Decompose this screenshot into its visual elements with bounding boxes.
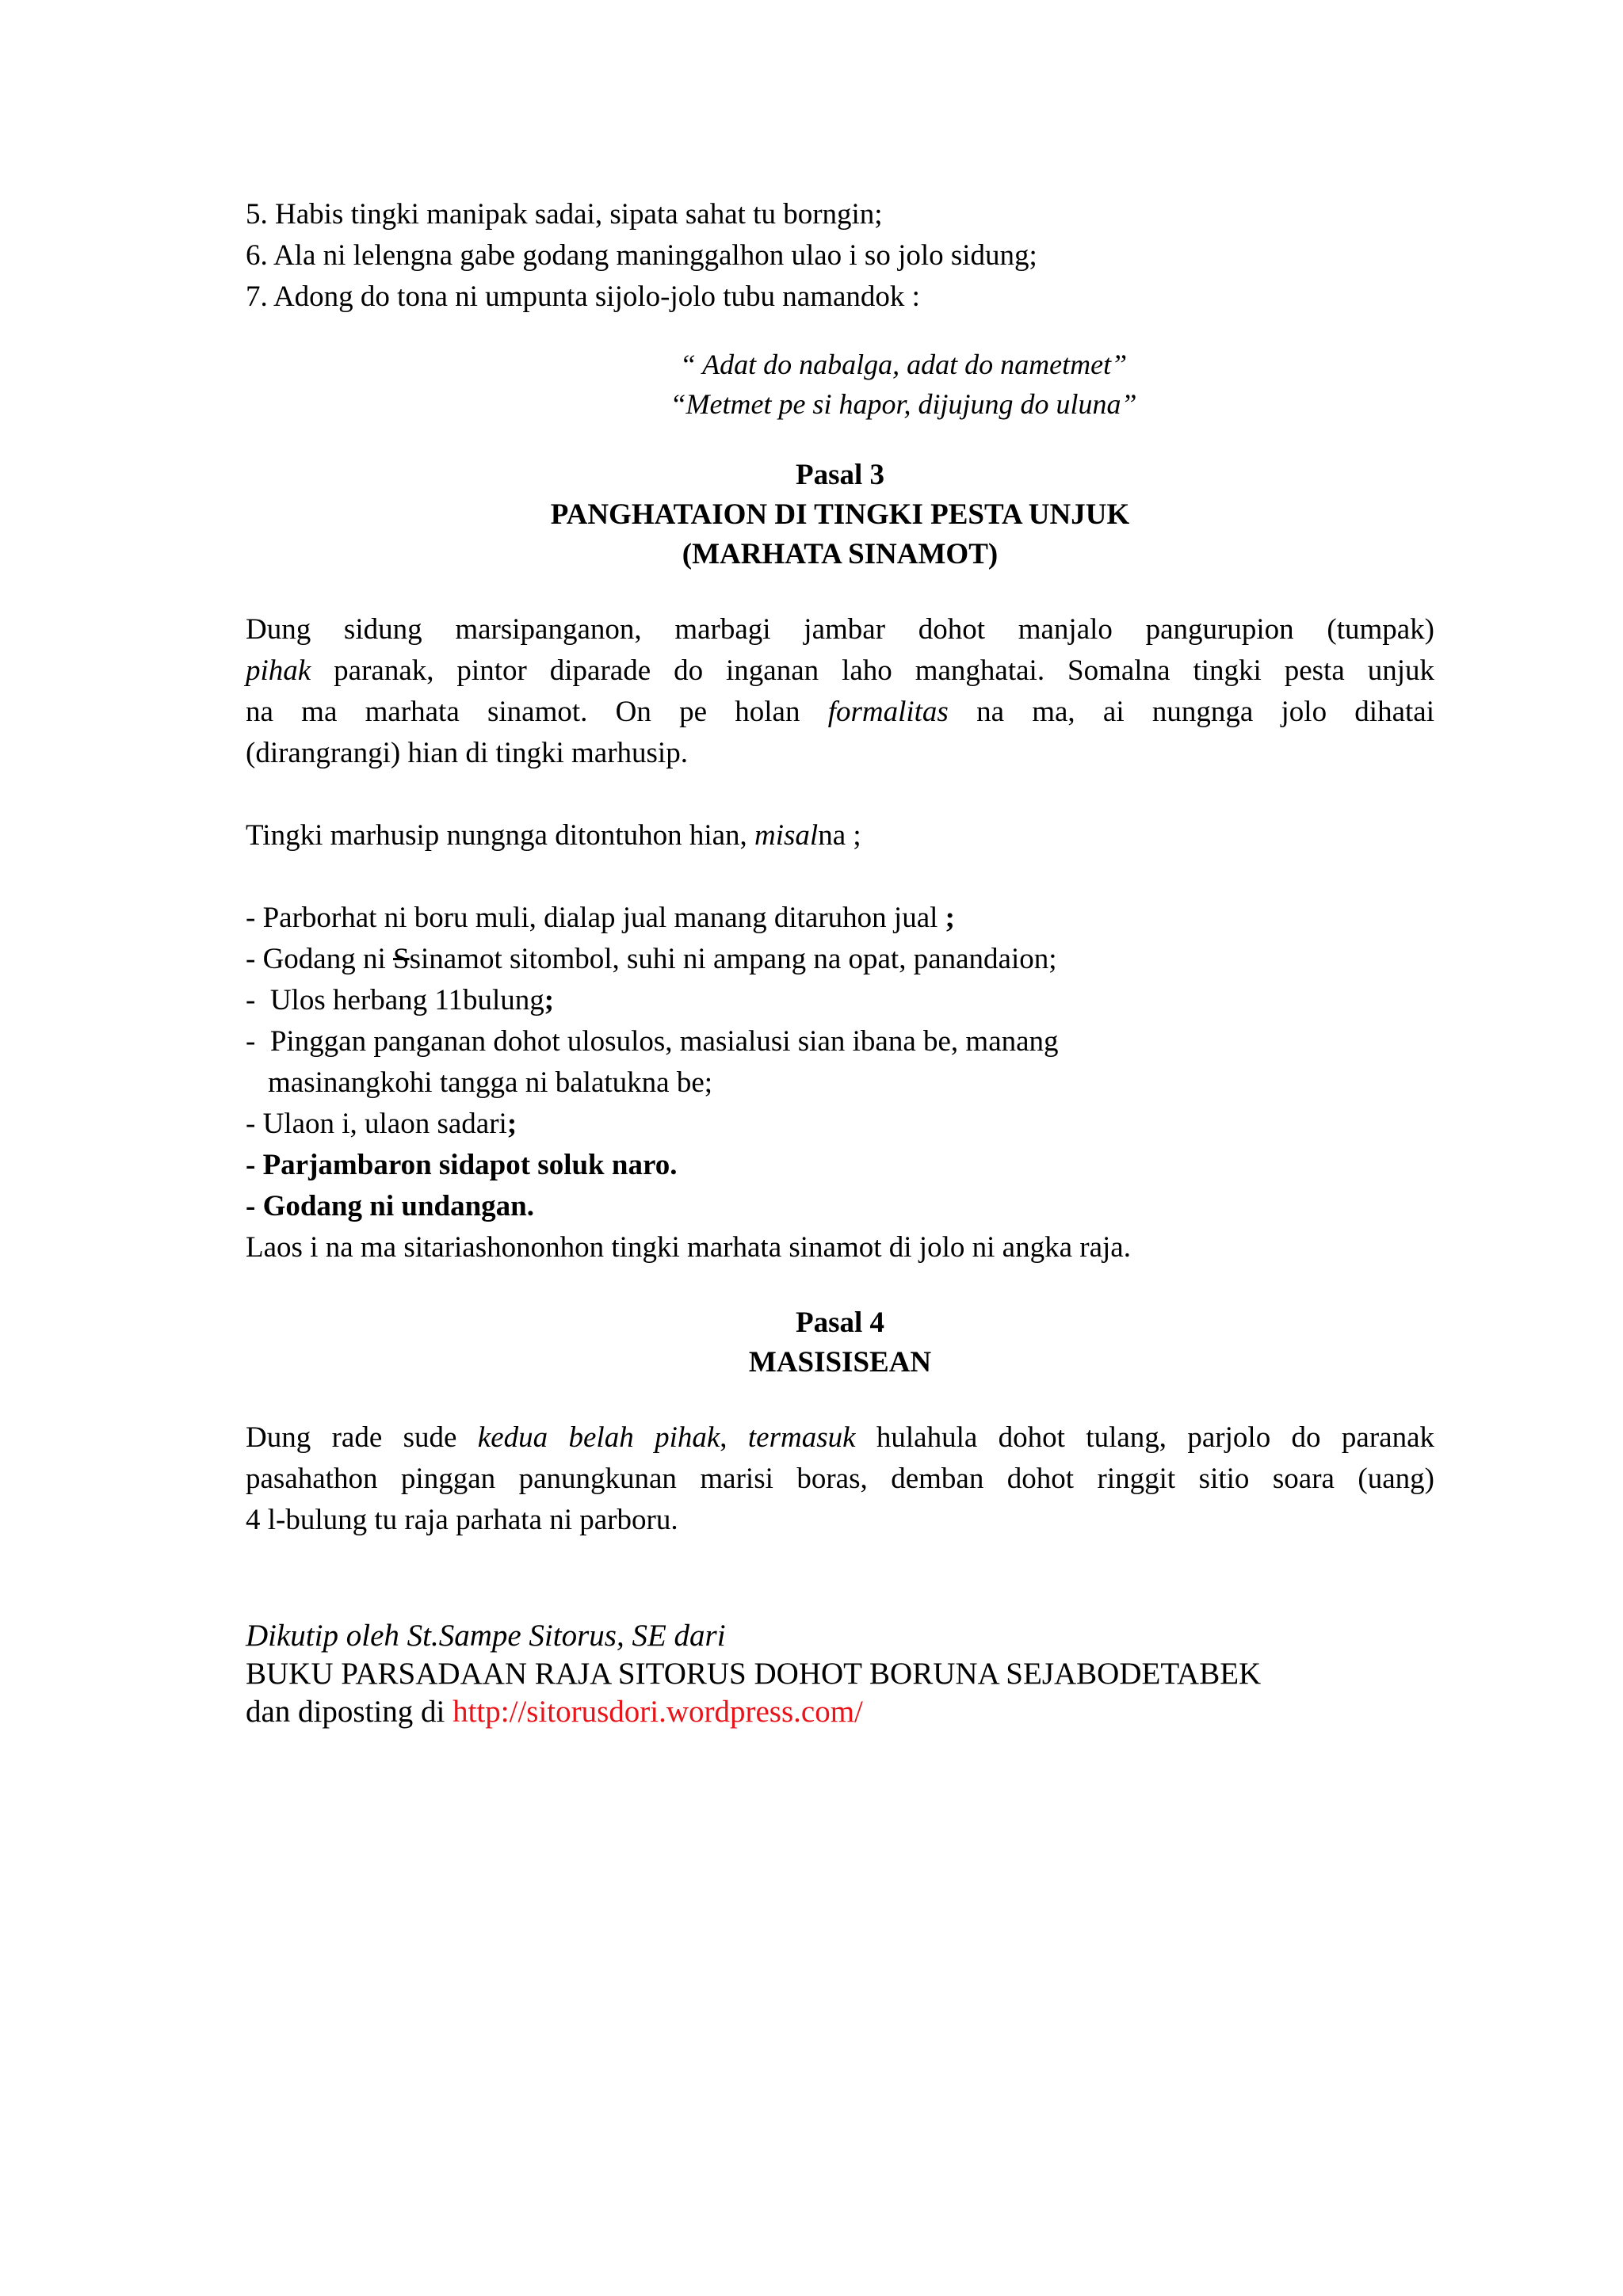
list-item-text: sinamot sitombol, suhi ni ampang na opat, panandaion; xyxy=(409,943,1057,975)
section-heading-pasal-3 xyxy=(246,456,1434,574)
list-item: 5. Habis tingki manipak sadai, sipata sahat tu borngin; xyxy=(246,198,883,231)
paragraph-text: hulahula dohot tulang, parjolo do paranak xyxy=(855,1421,1434,1454)
list-item-text: ; xyxy=(506,1108,517,1140)
list-item-text: - Ulaon i, ulaon sadari xyxy=(246,1108,507,1140)
paragraph-line xyxy=(246,692,1434,733)
list-item-continuation: masinangkohi tangga ni balatukna be; xyxy=(268,1066,713,1099)
book-title: BUKU PARSADAAN RAJA SITORUS DOHOT BORUNA SEJABODETABEK xyxy=(246,1657,1262,1691)
paragraph-text: na ; xyxy=(818,819,861,852)
section-number: Pasal 4 xyxy=(795,1306,885,1339)
bullet-list xyxy=(246,898,1434,1268)
italic-term: misal xyxy=(754,819,819,852)
list-item: - Parjambaron sidapot soluk naro. xyxy=(246,1149,678,1181)
section-subtitle: (MARHATA SINAMOT) xyxy=(682,538,999,570)
paragraph-line: pasahathon pinggan panungkunan marisi boras, demban dohot ringgit sitio soara (uang) xyxy=(246,1463,1434,1495)
list-item-text: - Parborhat ni boru muli, dialap jual manang ditaruhon jual xyxy=(246,902,945,934)
list-item: 6. Ala ni lelengna gabe godang maninggalhon ulao i so jolo sidung; xyxy=(246,239,1037,272)
numbered-list-continuation xyxy=(246,194,1434,318)
paragraph-text: Dung rade sude xyxy=(246,1421,478,1454)
list-item xyxy=(246,980,1434,1021)
italic-term: termasuk xyxy=(747,1421,856,1454)
posted-line xyxy=(246,1693,1434,1731)
paragraph-line xyxy=(246,1417,1434,1459)
list-item-text: ; xyxy=(945,902,955,934)
paragraph-line xyxy=(246,815,1434,856)
closing-sentence: Laos i na ma sitariashononhon tingki marhata sinamot di jolo ni angka raja. xyxy=(246,1231,1131,1264)
struck-letter: S xyxy=(393,943,410,975)
section-title: PANGHATAION DI TINGKI PESTA UNJUK xyxy=(550,498,1130,531)
paragraph-line: 4 l-bulung tu raja parhata ni parboru. xyxy=(246,1504,678,1536)
list-item xyxy=(246,898,1434,939)
list-item: - Pinggan panganan dohot ulosulos, masialusi sian ibana be, manang xyxy=(246,1025,1059,1058)
paragraph-line: Dung sidung marsipanganon, marbagi jambar dohot manjalo pangurupion (tumpak) xyxy=(246,613,1434,646)
source-link[interactable]: http://sitorusdori.wordpress.com/ xyxy=(453,1695,863,1729)
proverb-quote xyxy=(246,345,1434,424)
paragraph-text: paranak, pintor diparade do inganan laho manghatai. Somalna tingki pesta unjuk xyxy=(311,654,1434,687)
paragraph-text: na ma marhata sinamot. On pe holan xyxy=(246,696,828,728)
list-item xyxy=(246,1104,1434,1145)
list-item: 7. Adong do tona ni umpunta sijolo-jolo tubu namandok : xyxy=(246,280,920,313)
italic-term: pihak xyxy=(246,654,311,687)
paragraph xyxy=(246,1417,1434,1541)
document-page xyxy=(246,194,1434,1731)
paragraph-line: (dirangrangi) hian di tingki marhusip. xyxy=(246,737,688,769)
section-number: Pasal 3 xyxy=(795,459,885,491)
list-item-text: - Ulos herbang 11bulung xyxy=(246,984,544,1016)
paragraph-text: na ma, ai nungnga jolo dihatai xyxy=(948,696,1434,728)
italic-term: formalitas xyxy=(827,696,949,728)
section-title: MASISISEAN xyxy=(748,1346,932,1379)
paragraph-text: Tingki marhusip nungnga ditontuhon hian, xyxy=(246,819,755,852)
paragraph xyxy=(246,815,1434,856)
list-item xyxy=(246,939,1434,980)
paragraph xyxy=(246,609,1434,774)
paragraph-text: , xyxy=(720,1421,748,1454)
list-item-text: ; xyxy=(544,984,555,1016)
quote-line: “Metmet pe si hapor, dijujung do uluna” xyxy=(670,388,1137,420)
posted-text: dan diposting di xyxy=(246,1695,453,1729)
credit-line: Dikutip oleh St.Sampe Sitorus, SE dari xyxy=(246,1619,726,1653)
source-credit xyxy=(246,1617,1434,1731)
paragraph-line xyxy=(246,650,1434,692)
list-item-text: - Godang ni xyxy=(246,943,393,975)
italic-term: kedua belah pihak xyxy=(477,1421,720,1454)
section-heading-pasal-4 xyxy=(246,1303,1434,1383)
quote-line: “ Adat do nabalga, adat do nametmet” xyxy=(679,349,1128,380)
list-item: - Godang ni undangan. xyxy=(246,1190,535,1222)
